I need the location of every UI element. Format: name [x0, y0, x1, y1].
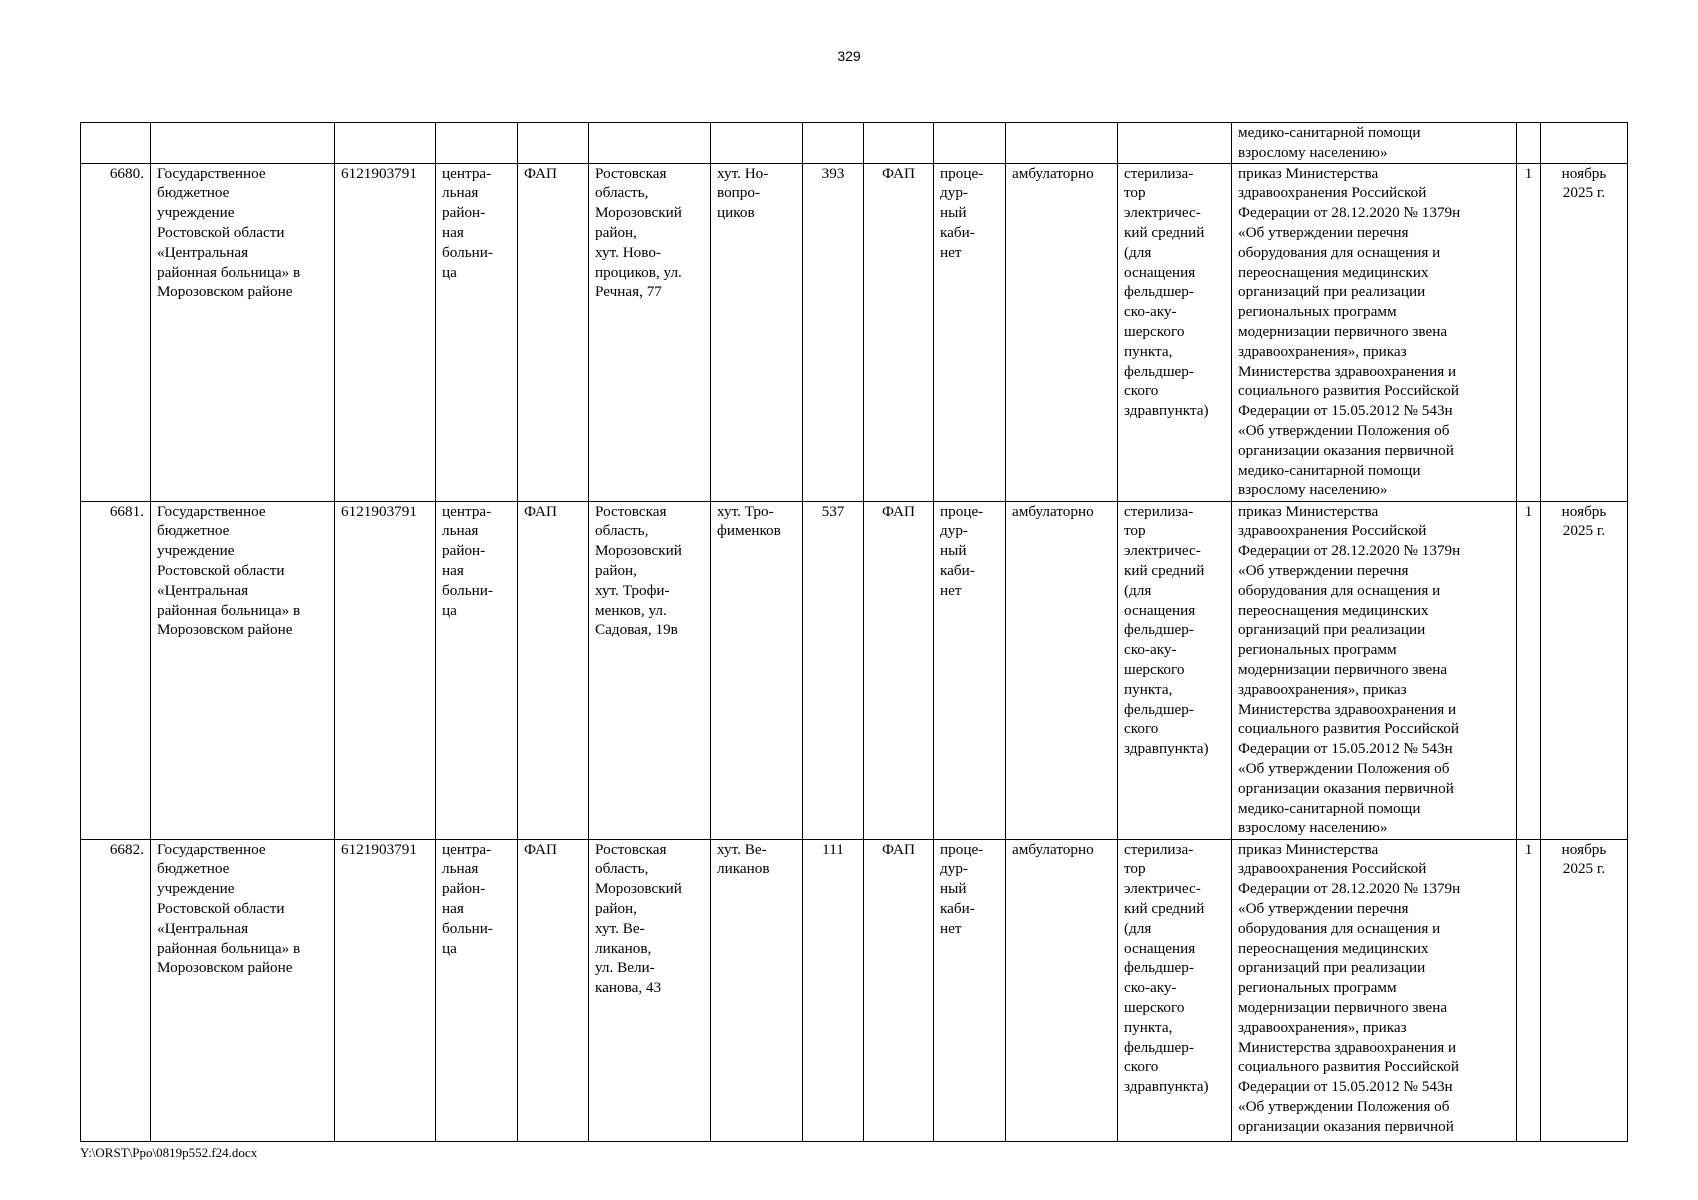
cell-subunit: ФАП	[864, 501, 934, 839]
cell-deadline: ноябрь 2025 г.	[1541, 839, 1628, 1141]
cell-legal-basis: приказ Министерства здравоохранения Российской Федерации от 28.12.2020 № 1379н «Об утверждении перечня оборудования для оснащения и переоснащения медицинских организаций при реализации региональных программ модернизации первичного звена здравоохранения», приказ Министерства здравоохранения и социального развития Российской Федерации от 15.05.2012 № 543н «Об утверждении Положения об организации оказания первичной медико-санитарной помощи взрослому населению»	[1232, 501, 1517, 839]
cell-subunit: ФАП	[864, 163, 934, 501]
cell-org-type: центра- льная район- ная больни- ца	[436, 839, 518, 1141]
cell-population: 537	[803, 501, 864, 839]
cell-org-type: центра- льная район- ная больни- ца	[436, 501, 518, 839]
cell-settlement: хут. Но- вопро- циков	[711, 163, 803, 501]
cell-unit-type: ФАП	[518, 501, 589, 839]
cell-org-type: центра- льная район- ная больни- ца	[436, 163, 518, 501]
equipment-table	[80, 122, 1628, 1142]
cell-quantity: 1	[1517, 163, 1541, 501]
cell-deadline: ноябрь 2025 г.	[1541, 501, 1628, 839]
table-row	[81, 839, 1628, 1141]
cell-population: 111	[803, 839, 864, 1141]
cell-number: 6682.	[81, 839, 151, 1141]
cell-care-condition: амбулаторно	[1006, 163, 1118, 501]
cell-equipment: стерилиза- тор электричес- кий средний (для оснащения фельдшер- ско-аку- шерского пункта, фельдшер- ского здравпункта)	[1118, 839, 1232, 1141]
cell-institution	[151, 123, 335, 164]
page-number: 329	[837, 48, 861, 64]
cell-legal-basis: приказ Министерства здравоохранения Российской Федерации от 28.12.2020 № 1379н «Об утверждении перечня оборудования для оснащения и переоснащения медицинских организаций при реализации региональных программ модернизации первичного звена здравоохранения», приказ Министерства здравоохранения и социального развития Российской Федерации от 15.05.2012 № 543н «Об утверждении Положения об организации оказания первичной медико-санитарной помощи взрослому населению»	[1232, 163, 1517, 501]
cell-address: Ростовская область, Морозовский район, хут. Трофи- менков, ул. Садовая, 19в	[589, 501, 711, 839]
table-row-continuation	[81, 123, 1628, 164]
cell-unit-type: ФАП	[518, 163, 589, 501]
cell-population: 393	[803, 163, 864, 501]
cell-room: проце- дур- ный каби- нет	[934, 839, 1006, 1141]
cell-equipment: стерилиза- тор электричес- кий средний (для оснащения фельдшер- ско-аку- шерского пункта, фельдшер- ского здравпункта)	[1118, 163, 1232, 501]
cell-equipment	[1118, 123, 1232, 164]
cell-unit-type	[518, 123, 589, 164]
cell-address: Ростовская область, Морозовский район, хут. Ново- проциков, ул. Речная, 77	[589, 163, 711, 501]
cell-subunit: ФАП	[864, 839, 934, 1141]
table-row	[81, 501, 1628, 839]
cell-population	[803, 123, 864, 164]
cell-settlement	[711, 123, 803, 164]
cell-room: проце- дур- ный каби- нет	[934, 163, 1006, 501]
cell-org-type	[436, 123, 518, 164]
cell-institution: Государственное бюджетное учреждение Ростовской области «Центральная районная больница» в Морозовском районе	[151, 163, 335, 501]
cell-care-condition: амбулаторно	[1006, 501, 1118, 839]
cell-quantity: 1	[1517, 501, 1541, 839]
cell-inn: 6121903791	[335, 163, 436, 501]
cell-inn	[335, 123, 436, 164]
footer-file-path: Y:\ORST\Ppo\0819p552.f24.docx	[80, 1145, 258, 1160]
cell-care-condition: амбулаторно	[1006, 839, 1118, 1141]
cell-number	[81, 123, 151, 164]
cell-quantity: 1	[1517, 839, 1541, 1141]
cell-inn: 6121903791	[335, 501, 436, 839]
cell-room: проце- дур- ный каби- нет	[934, 501, 1006, 839]
cell-legal-basis: приказ Министерства здравоохранения Российской Федерации от 28.12.2020 № 1379н «Об утверждении перечня оборудования для оснащения и переоснащения медицинских организаций при реализации региональных программ модернизации первичного звена здравоохранения», приказ Министерства здравоохранения и социального развития Российской Федерации от 15.05.2012 № 543н «Об утверждении Положения об организации оказания первичной	[1232, 839, 1517, 1141]
cell-inn: 6121903791	[335, 839, 436, 1141]
cell-unit-type: ФАП	[518, 839, 589, 1141]
cell-care-condition	[1006, 123, 1118, 164]
cell-legal-basis: медико-санитарной помощи взрослому населению»	[1232, 123, 1517, 164]
cell-room	[934, 123, 1006, 164]
cell-deadline	[1541, 123, 1628, 164]
cell-institution: Государственное бюджетное учреждение Ростовской области «Центральная районная больница» в Морозовском районе	[151, 839, 335, 1141]
cell-number: 6680.	[81, 163, 151, 501]
cell-quantity	[1517, 123, 1541, 164]
cell-subunit	[864, 123, 934, 164]
cell-number: 6681.	[81, 501, 151, 839]
cell-equipment: стерилиза- тор электричес- кий средний (для оснащения фельдшер- ско-аку- шерского пункта, фельдшер- ского здравпункта)	[1118, 501, 1232, 839]
cell-settlement: хут. Ве- ликанов	[711, 839, 803, 1141]
cell-address: Ростовская область, Морозовский район, хут. Ве- ликанов, ул. Вели- канова, 43	[589, 839, 711, 1141]
cell-address	[589, 123, 711, 164]
table-row	[81, 163, 1628, 501]
cell-institution: Государственное бюджетное учреждение Ростовской области «Центральная районная больница» в Морозовском районе	[151, 501, 335, 839]
cell-deadline: ноябрь 2025 г.	[1541, 163, 1628, 501]
cell-settlement: хут. Тро- фименков	[711, 501, 803, 839]
